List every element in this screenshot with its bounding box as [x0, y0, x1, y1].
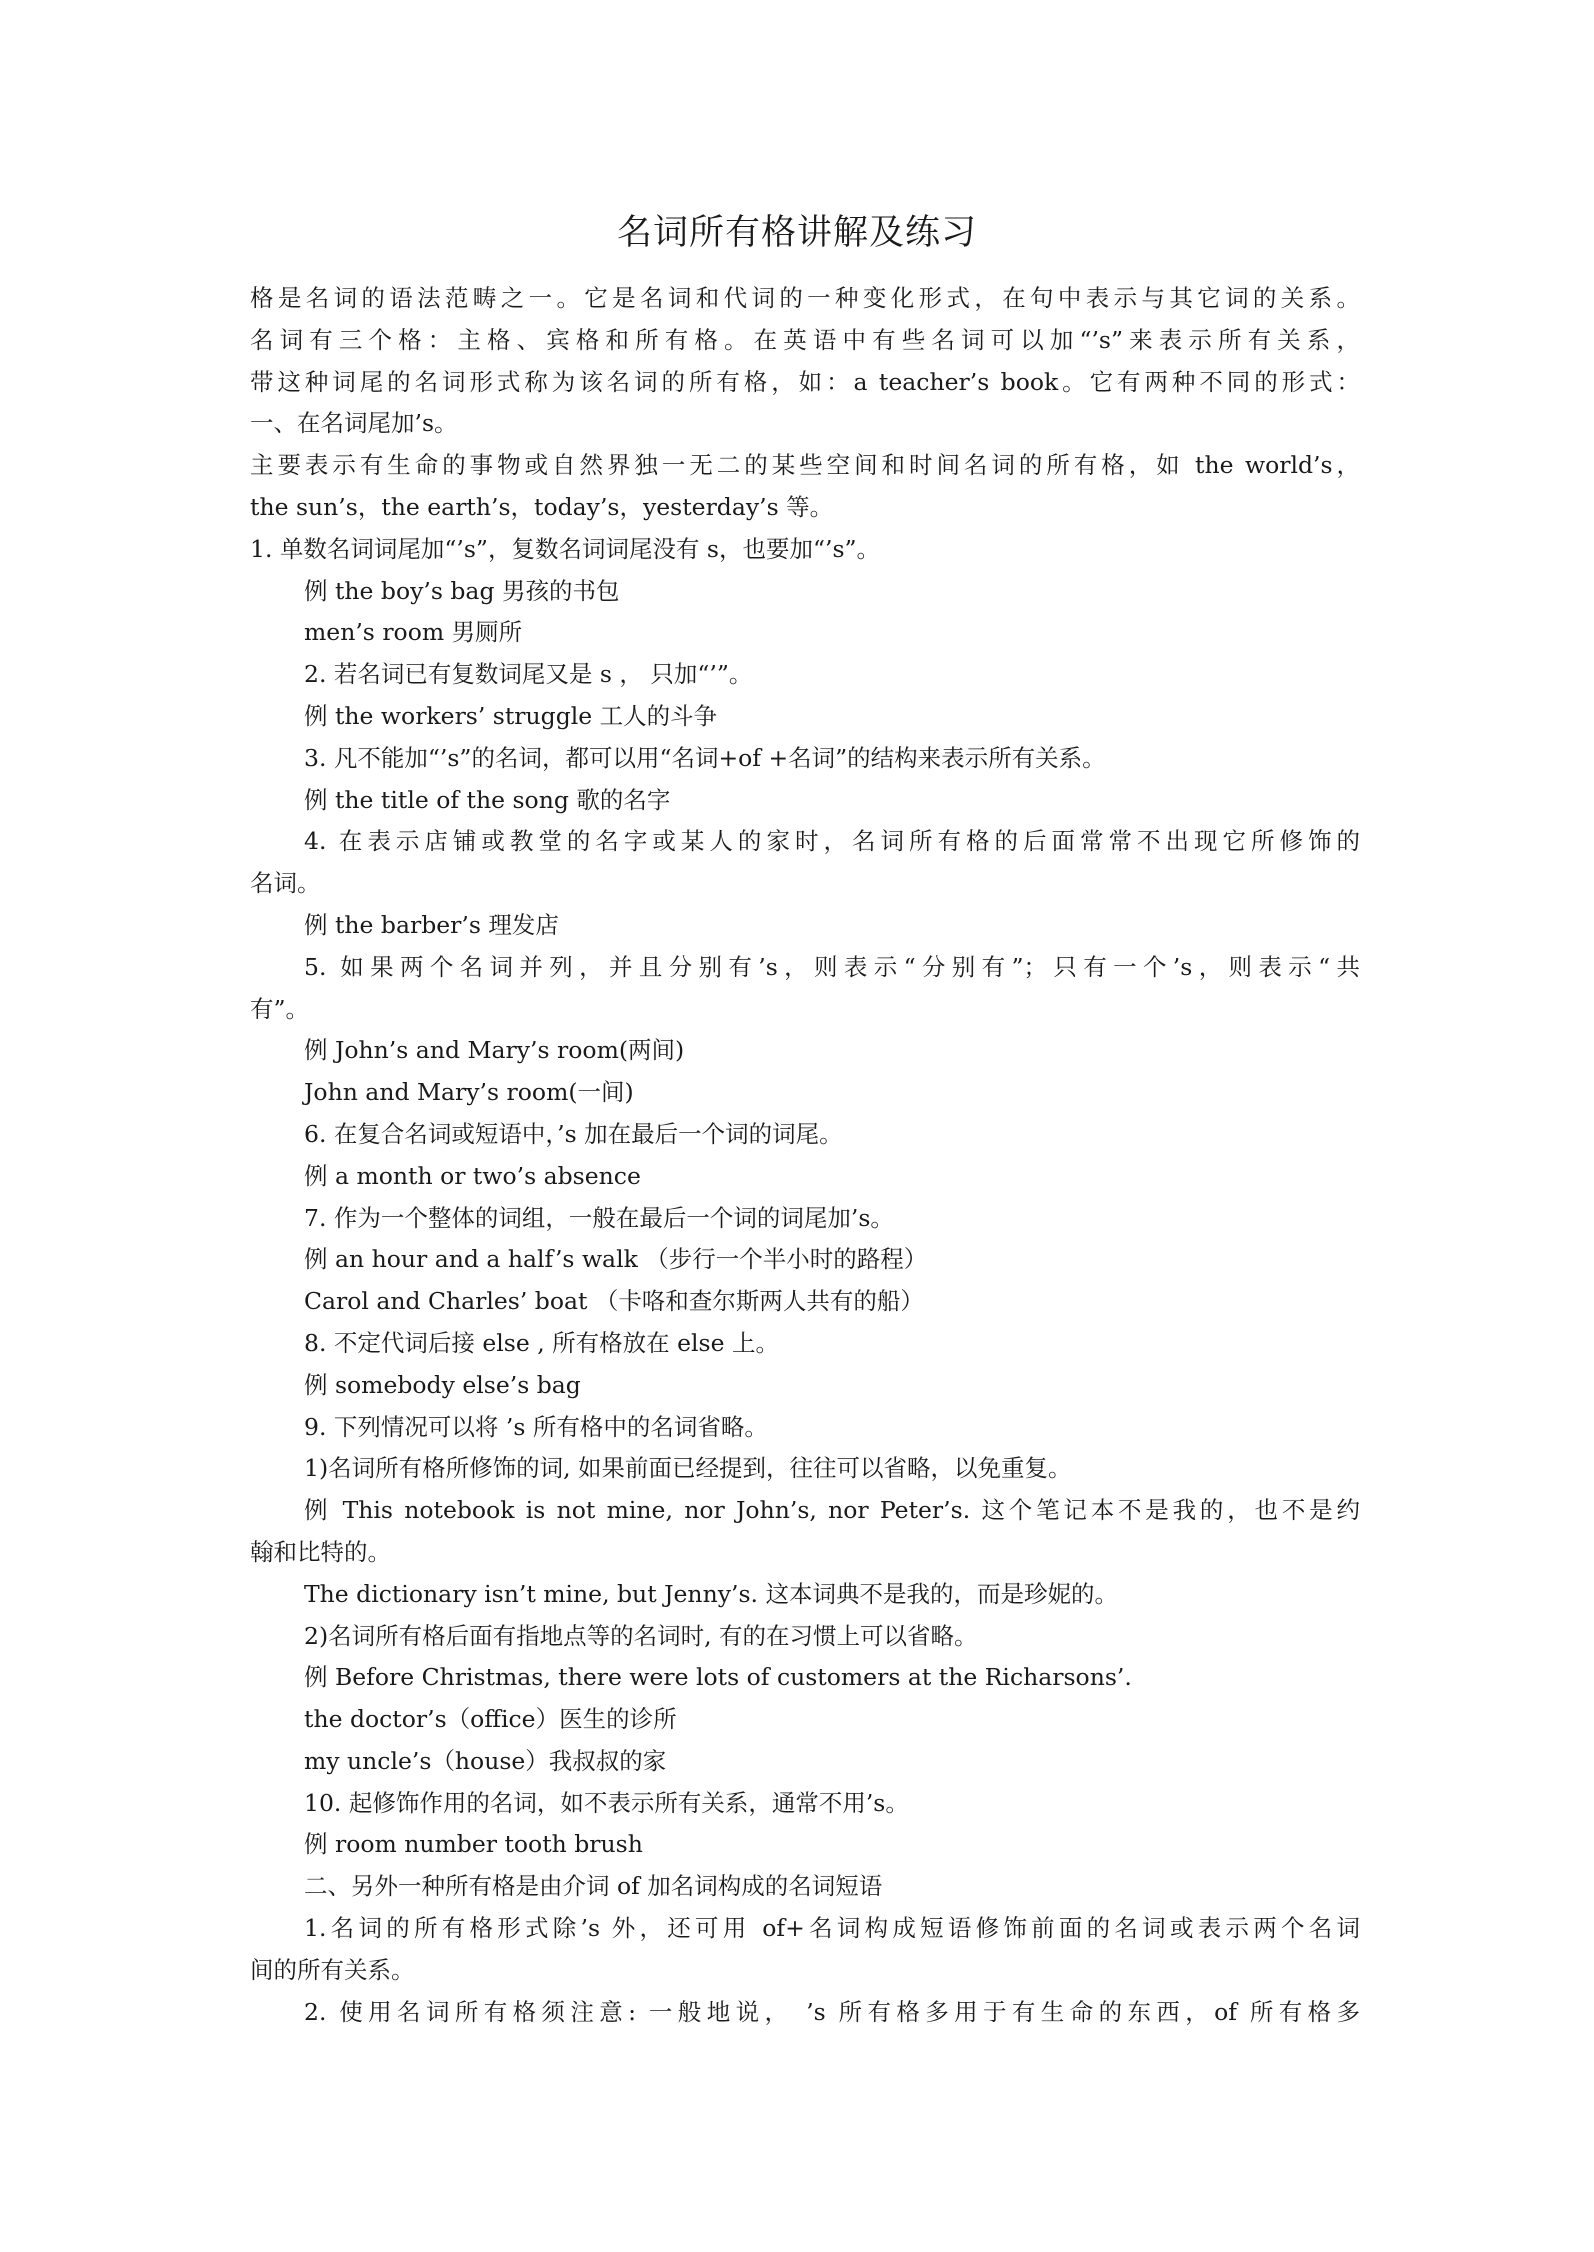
- example-line: the doctor’s（office）医生的诊所: [304, 1705, 677, 1734]
- rule-item: 8. 不定代词后接 else , 所有格放在 else 上。: [304, 1328, 779, 1357]
- example-line: 例 the barber’s 理发店: [304, 910, 559, 939]
- rule-item: 1.名词的所有格形式除’s 外，还可用 of+名词构成短语修饰前面的名词或表示两个名词: [304, 1914, 1360, 1943]
- example-line: 例 the workers’ struggle 工人的斗争: [304, 701, 718, 730]
- section-heading: 一、在名词尾加’s。: [250, 409, 458, 438]
- sub-rule-item: 2)名词所有格后面有指地点等的名词时, 有的在习惯上可以省略。: [304, 1621, 978, 1650]
- example-line: The dictionary isn’t mine, but Jenny’s. 这本词典不是我的，而是珍妮的。: [304, 1579, 1118, 1608]
- example-line: 例 a month or two’s absence: [304, 1161, 641, 1190]
- paragraph-line: the sun’s，the earth’s，today’s，yesterday’s 等。: [250, 492, 834, 521]
- rule-item-continuation: 间的所有关系。: [250, 1955, 415, 1984]
- example-line: 例 John’s and Mary’s room(两间): [304, 1036, 685, 1065]
- rule-item: 10. 起修饰作用的名词，如不表示所有关系，通常不用’s。: [304, 1788, 909, 1817]
- example-line: 例 Before Christmas, there were lots of customers at the Richarsons’.: [304, 1663, 1132, 1692]
- example-line: 例 This notebook is not mine, nor John’s, nor Peter’s. 这个笔记本不是我的，也不是约: [304, 1496, 1360, 1525]
- rule-item: 4. 在表示店铺或教堂的名字或某人的家时，名词所有格的后面常常不出现它所修饰的: [304, 827, 1360, 856]
- rule-item: 3. 凡不能加“’s”的名词，都可以用“名词+of +名词”的结构来表示所有关系。: [304, 743, 1106, 772]
- rule-item: 9. 下列情况可以将 ’s 所有格中的名词省略。: [304, 1412, 768, 1441]
- example-line: John and Mary’s room(一间): [304, 1078, 634, 1107]
- rule-item: 1. 单数名词词尾加“’s”，复数名词词尾没有 s，也要加“’s”。: [250, 534, 881, 563]
- paragraph-line: 主要表示有生命的事物或自然界独一无二的某些空间和时间名词的所有格，如 the world’s，: [250, 451, 1360, 480]
- example-line: my uncle’s（house）我叔叔的家: [304, 1746, 667, 1775]
- rule-item: 7. 作为一个整体的词组，一般在最后一个词的词尾加’s。: [304, 1203, 894, 1232]
- example-line: 例 somebody else’s bag: [304, 1370, 581, 1399]
- rule-item: 6. 在复合名词或短语中，’s 加在最后一个词的词尾。: [304, 1119, 843, 1148]
- sub-rule-item: 1)名词所有格所修饰的词, 如果前面已经提到，往往可以省略，以免重复。: [304, 1454, 1072, 1483]
- example-line: Carol and Charles’ boat （卡咯和查尔斯两人共有的船）: [304, 1287, 924, 1316]
- paragraph-line: 格是名词的语法范畴之一。它是名词和代词的一种变化形式，在句中表示与其它词的关系。: [250, 284, 1360, 312]
- paragraph-line: 名词有三个格：主格、宾格和所有格。在英语中有些名词可以加“’s”来表示所有关系，: [250, 325, 1360, 354]
- example-line: 例 the boy’s bag 男孩的书包: [304, 576, 620, 605]
- document-body: [250, 278, 1360, 2033]
- example-line: men’s room 男厕所: [304, 618, 523, 647]
- rule-item-continuation: 有”。: [250, 994, 310, 1023]
- rule-item-continuation: 名词。: [250, 869, 321, 898]
- example-line: 例 the title of the song 歌的名字: [304, 785, 671, 814]
- example-line: 例 an hour and a half’s walk （步行一个半小时的路程）: [304, 1245, 928, 1274]
- rule-item: 2. 使用名词所有格须注意: 一般地说， ’s 所有格多用于有生命的东西，of 所有格多: [304, 1997, 1360, 2026]
- paragraph-line: 带这种词尾的名词形式称为该名词的所有格，如：a teacher’s book。它有两种不同的形式：: [250, 367, 1360, 396]
- rule-item: 2. 若名词已有复数词尾又是 s ， 只加“’”。: [304, 660, 753, 689]
- example-continuation: 翰和比特的。: [250, 1537, 391, 1566]
- example-line: 例 room number tooth brush: [304, 1830, 643, 1859]
- document-title: 名词所有格讲解及练习: [616, 213, 977, 253]
- rule-item: 5. 如果两个名词并列，并且分别有’s，则表示“分别有”；只有一个’s，则表示“共: [304, 952, 1360, 981]
- section-heading: 二、另外一种所有格是由介词 of 加名词构成的名词短语: [304, 1872, 883, 1901]
